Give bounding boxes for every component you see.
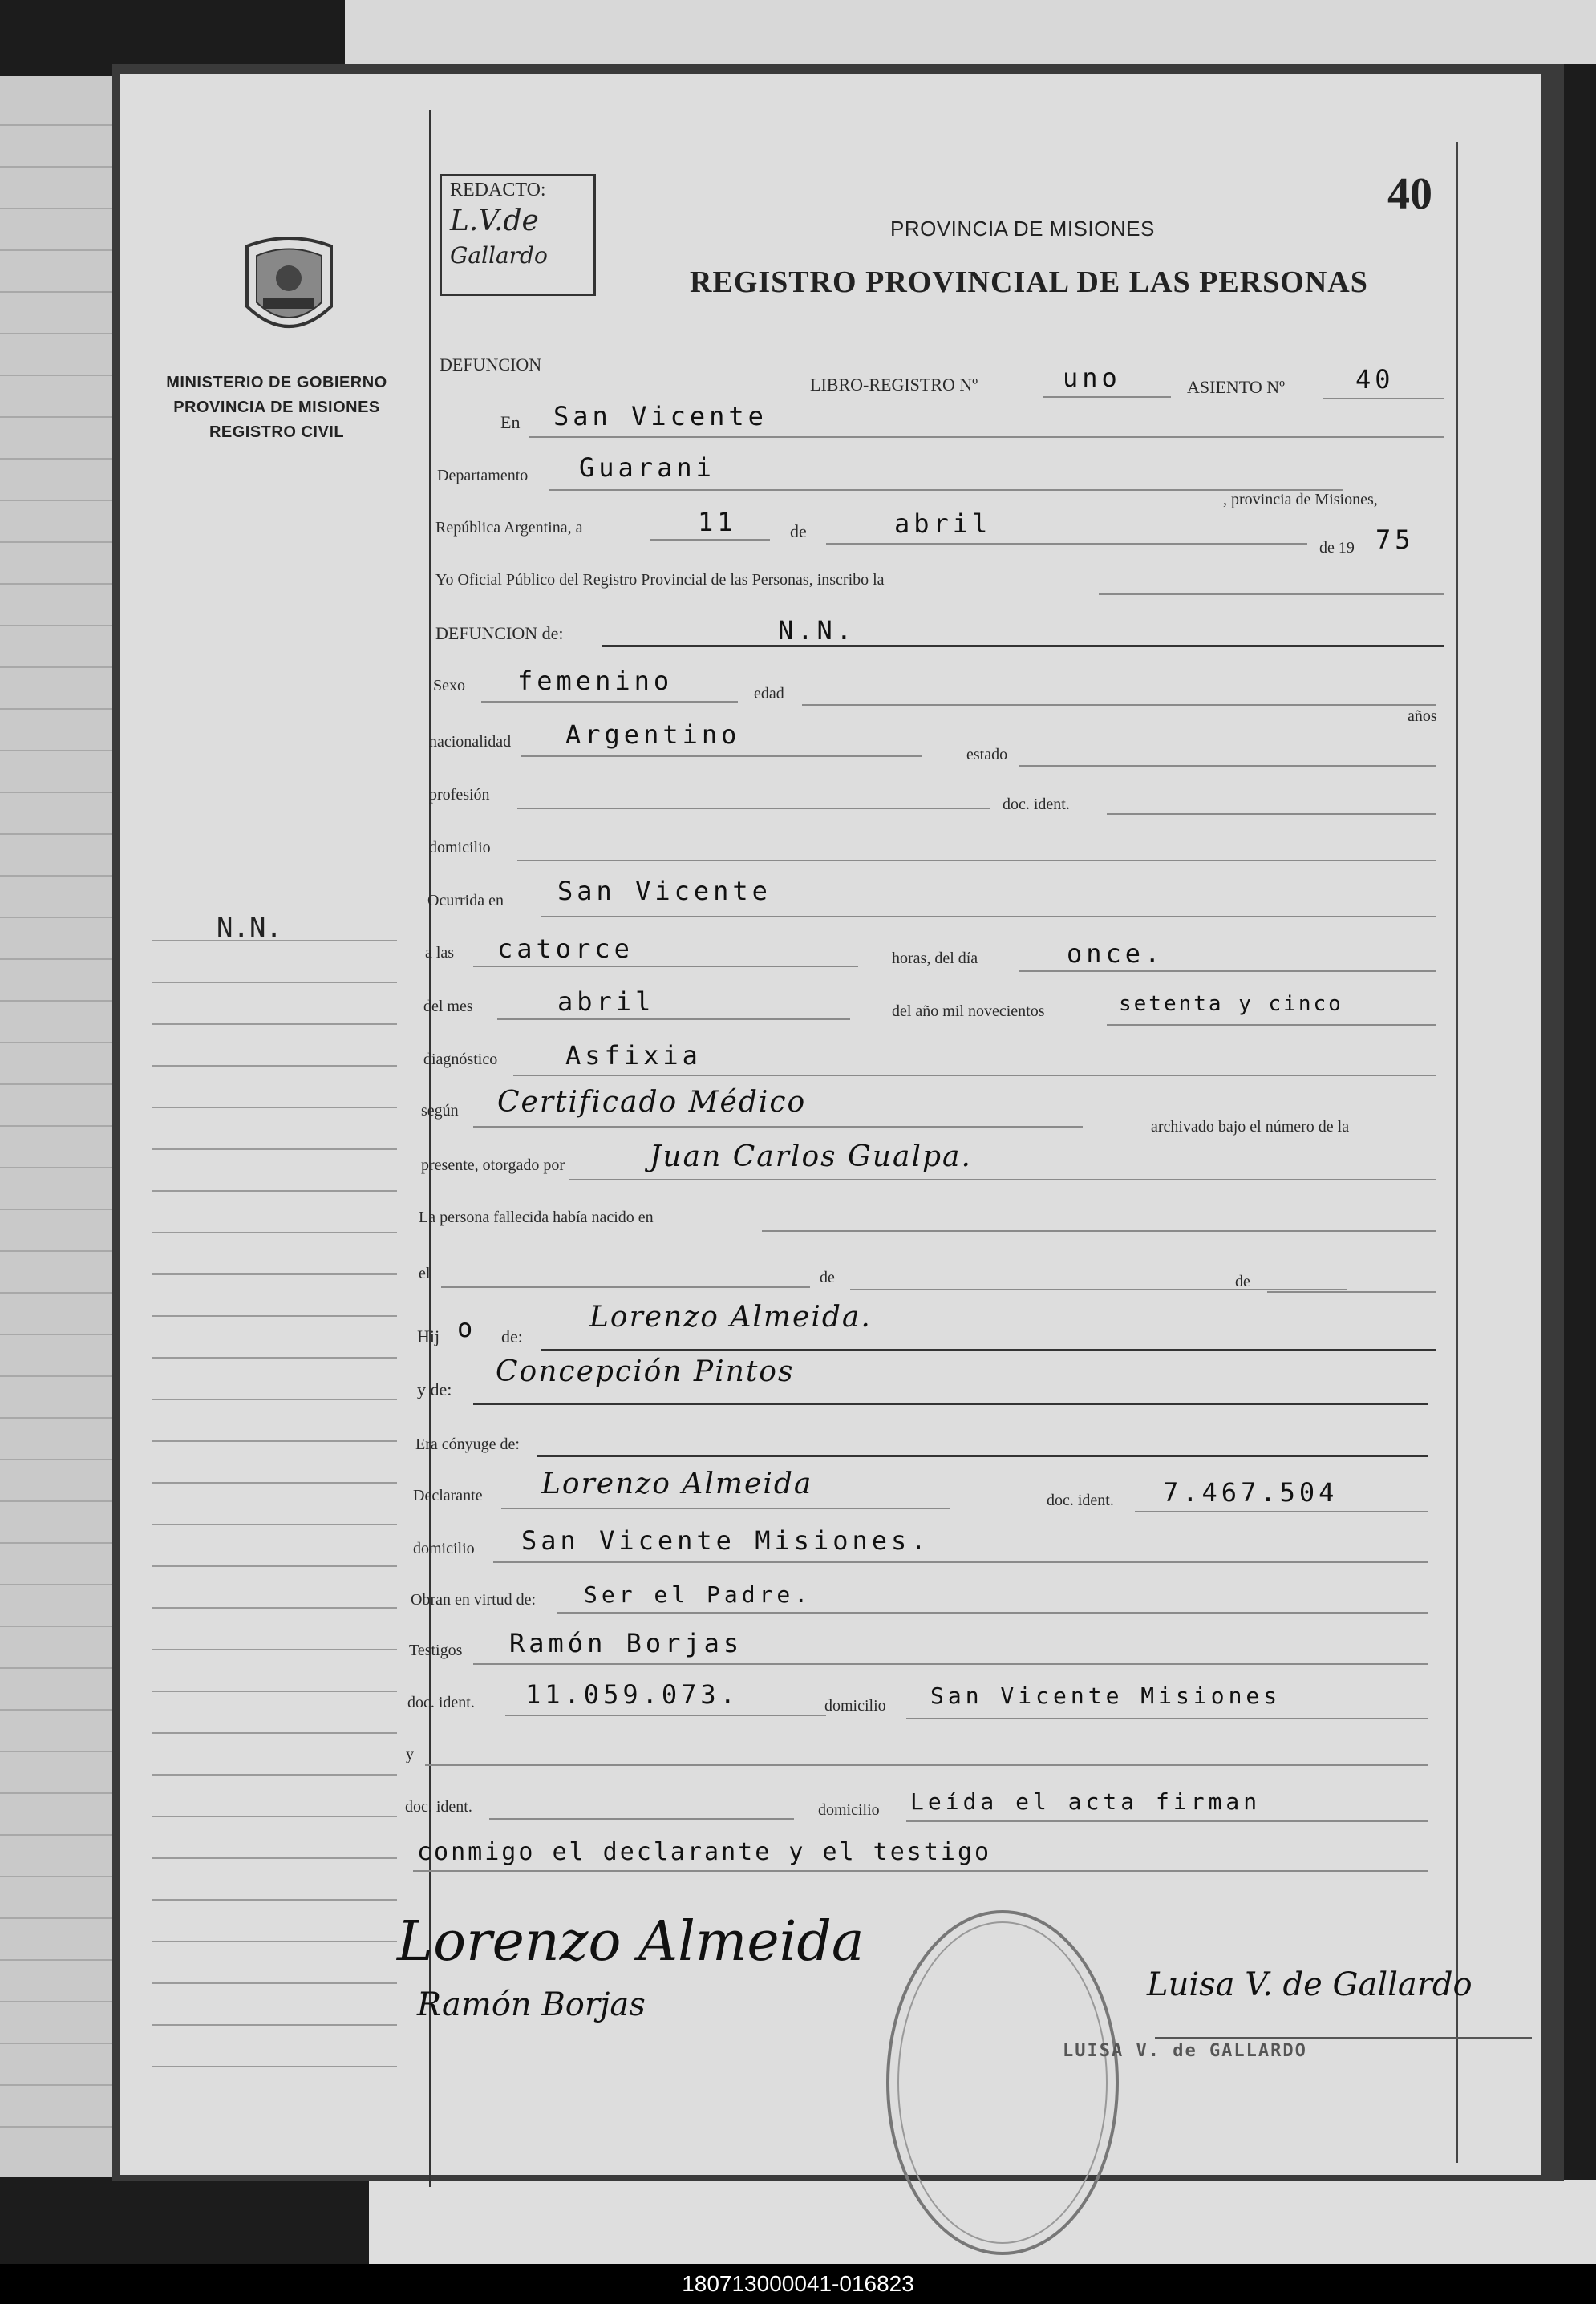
conyuge-label: Era cónyuge de: <box>415 1435 520 1453</box>
en-value: San Vicente <box>553 401 768 431</box>
declarante-signature: Lorenzo Almeida <box>397 1910 865 1974</box>
domicilio-line <box>517 860 1436 861</box>
sexo-label: Sexo <box>433 677 465 694</box>
hora-line <box>473 966 858 967</box>
declarante-line <box>501 1508 950 1509</box>
register-page <box>120 74 1541 2175</box>
stub-ruling-line <box>152 1107 397 1108</box>
t2-domicilio-label: domicilio <box>818 1801 880 1819</box>
dia-texto-line <box>1019 970 1436 972</box>
diagnostico-label: diagnóstico <box>423 1051 498 1068</box>
hora-value: catorce <box>497 933 634 964</box>
segun-label: según <box>421 1102 459 1120</box>
madre-line <box>473 1403 1428 1405</box>
de-label: de <box>790 521 807 541</box>
ruling-line <box>0 1959 112 1961</box>
redacto-label: REDACTO: <box>450 180 546 200</box>
t2-doc-label: doc. ident. <box>405 1798 472 1816</box>
profesion-label: profesión <box>429 786 490 804</box>
previous-page <box>0 76 123 2177</box>
ruling-line <box>0 792 112 793</box>
oficial-printed-name: LUISA V. de GALLARDO <box>1063 2041 1307 2061</box>
yo-label: Yo Oficial Público del Registro Provincial de las Personas, inscribo la <box>435 571 885 589</box>
testigo1-line <box>473 1663 1428 1665</box>
de-label-2: de <box>820 1269 835 1286</box>
registry-title: REGISTRO PROVINCIAL DE LAS PERSONAS <box>690 265 1368 299</box>
hijo-label: Hij <box>417 1326 440 1346</box>
testigos-label: Testigos <box>409 1642 463 1659</box>
libro-value: uno <box>1063 362 1121 393</box>
stub-ruling-line <box>152 1732 397 1734</box>
stub-ruling-line <box>152 1148 397 1150</box>
ruling-line <box>0 958 112 960</box>
asiento-label: ASIENTO Nº <box>1187 377 1285 397</box>
de-line-3 <box>1267 1291 1436 1293</box>
stub-ruling-line <box>152 1190 397 1192</box>
profesion-line <box>517 808 990 809</box>
de-label-3: de <box>1235 1273 1250 1290</box>
horas-dia-label: horas, del día <box>892 950 978 967</box>
ruling-line <box>0 1542 112 1544</box>
ruling-line <box>0 1584 112 1585</box>
dia-line <box>650 539 770 541</box>
ruling-line <box>0 750 112 751</box>
padre-value: Lorenzo Almeida. <box>589 1301 872 1334</box>
official-stamp-icon <box>886 1910 1119 2255</box>
t1-doc-label: doc. ident. <box>407 1694 475 1711</box>
domicilio-label: domicilio <box>429 839 491 856</box>
redacto-initials: L.V.de <box>450 204 539 237</box>
ruling-line <box>0 1626 112 1627</box>
stub-ruling-line <box>152 2024 397 2026</box>
stub-ruling-line <box>152 1857 397 1859</box>
anio-value: 75 <box>1375 524 1415 555</box>
sexo-line <box>481 701 738 703</box>
stub-ruling-line <box>152 1065 397 1067</box>
ruling-line <box>0 249 112 251</box>
declarante-value: Lorenzo Almeida <box>541 1468 813 1500</box>
de-line-2 <box>850 1289 1347 1290</box>
asiento-value: 40 <box>1355 364 1395 395</box>
ruling-line <box>0 2084 112 2086</box>
background-paper-top <box>345 0 1596 64</box>
madre-value: Concepción Pintos <box>496 1355 795 1388</box>
declarante-doc-value: 7.467.504 <box>1163 1477 1339 1508</box>
testigo1-value: Ramón Borjas <box>509 1628 743 1658</box>
closing-line-2: conmigo el declarante y el testigo <box>417 1838 992 1866</box>
presente-value: Juan Carlos Gualpa. <box>650 1140 972 1173</box>
ruling-line <box>0 1876 112 1877</box>
testigo2-line <box>425 1764 1428 1766</box>
el-label: el <box>419 1265 431 1282</box>
en-line <box>529 436 1444 438</box>
ruling-line <box>0 1917 112 1919</box>
presente-line <box>569 1179 1436 1180</box>
ruling-line <box>0 541 112 543</box>
coat-of-arms-icon <box>239 230 339 346</box>
stub-ruling-line <box>152 1399 397 1400</box>
ruling-line <box>0 166 112 168</box>
oficial-signature: Luisa V. de Gallardo <box>1147 1966 1472 2003</box>
closing-line-1: Leída el acta firman <box>910 1788 1262 1815</box>
ruling-line <box>0 1751 112 1752</box>
obran-label: Obran en virtud de: <box>411 1591 537 1609</box>
stub-ruling-line <box>152 982 397 983</box>
diagnostico-line <box>513 1075 1436 1076</box>
archivado-label: archivado bajo el número de la <box>1151 1118 1350 1136</box>
stub-ruling-line <box>152 1565 397 1567</box>
segun-value: Certificado Médico <box>497 1086 807 1119</box>
stub-ruling-line <box>152 1357 397 1359</box>
stub-name: N.N. <box>217 912 282 944</box>
obran-value: Ser el Padre. <box>584 1581 812 1608</box>
stub-ruling-line <box>152 1023 397 1025</box>
ocurrida-line <box>541 916 1436 917</box>
ruling-line <box>0 416 112 418</box>
stub-ruling-line <box>152 1941 397 1942</box>
del-mes-label: del mes <box>423 998 473 1015</box>
nacionalidad-line <box>521 755 922 757</box>
stub-ruling-line <box>152 1482 397 1484</box>
ruling-line <box>0 458 112 460</box>
redacto-surname: Gallardo <box>450 242 548 269</box>
stub-ruling-line <box>152 1232 397 1233</box>
stub-ruling-line <box>152 1691 397 1692</box>
departamento-label: Departamento <box>437 467 529 484</box>
anio-texto-value: setenta y cinco <box>1119 992 1343 1016</box>
ruling-line <box>0 666 112 668</box>
el-line <box>441 1286 810 1288</box>
estado-label: estado <box>966 746 1008 763</box>
obran-line <box>557 1612 1428 1614</box>
form-right-border <box>1456 142 1458 2163</box>
ruling-line <box>0 1709 112 1711</box>
ruling-line <box>0 333 112 334</box>
anios-label: años <box>1408 707 1437 725</box>
closing-line-2-rule <box>413 1870 1428 1872</box>
t1-domicilio-line <box>906 1718 1428 1719</box>
anio-mil-label: del año mil novecientos <box>892 1002 1045 1020</box>
ruling-line <box>0 625 112 626</box>
dia-value: 11 <box>698 507 737 537</box>
doc-ident-label: doc. ident. <box>1003 796 1070 813</box>
nacionalidad-value: Argentino <box>565 719 741 750</box>
redacto-box <box>440 174 596 296</box>
stub-ruling-line <box>152 1315 397 1317</box>
province-title: PROVINCIA DE MISIONES <box>890 217 1155 241</box>
ministry-line: MINISTERIO DE GOBIERNO <box>166 374 387 391</box>
ruling-line <box>0 1500 112 1502</box>
ruling-line <box>0 1083 112 1085</box>
decl-domicilio-line <box>493 1561 1428 1563</box>
declarante-label: Declarante <box>413 1487 483 1504</box>
declarante-doc-line <box>1135 1511 1428 1512</box>
defuncion-de-line <box>602 645 1444 647</box>
decl-domicilio-value: San Vicente Misiones. <box>521 1525 930 1556</box>
ruling-line <box>0 1125 112 1127</box>
ruling-line <box>0 1792 112 1794</box>
ruling-line <box>0 208 112 209</box>
defuncion-de-value: N.N. <box>778 615 857 646</box>
presente-label: presente, otorgado por <box>421 1156 565 1174</box>
anio-texto-line <box>1107 1024 1436 1026</box>
t1-doc-value: 11.059.073. <box>525 1679 739 1710</box>
asiento-line <box>1323 398 1444 399</box>
ruling-line <box>0 291 112 293</box>
ruling-line <box>0 1292 112 1294</box>
ruling-line <box>0 500 112 501</box>
a-las-label: a las <box>425 944 455 962</box>
stub-ruling-line <box>152 1899 397 1901</box>
hijo-suffix: o <box>457 1313 477 1343</box>
en-label: En <box>500 412 521 432</box>
ruling-line <box>0 124 112 126</box>
mes-line <box>826 543 1307 545</box>
ministry-line: PROVINCIA DE MISIONES <box>173 399 380 416</box>
y-de-label: y de: <box>417 1379 452 1399</box>
padre-line <box>541 1349 1436 1351</box>
conyuge-line <box>537 1455 1428 1457</box>
libro-line <box>1043 396 1171 398</box>
t2-doc-line <box>489 1818 794 1820</box>
ruling-line <box>0 2001 112 2002</box>
t1-doc-line <box>505 1715 826 1716</box>
nacido-label: La persona fallecida había nacido en <box>419 1209 654 1226</box>
estado-line <box>1019 765 1436 767</box>
ruling-line <box>0 1417 112 1419</box>
stub-ruling-line <box>152 1607 397 1609</box>
provincia-label: , provincia de Misiones, <box>1223 491 1378 508</box>
page-number: 40 <box>1387 169 1432 219</box>
ministry-header <box>136 371 417 445</box>
signature-line <box>1155 2037 1532 2039</box>
anio-label: de 19 <box>1319 539 1355 557</box>
ruling-line <box>0 833 112 835</box>
ruling-line <box>0 1209 112 1210</box>
stub-divider <box>429 110 431 2187</box>
libro-label: LIBRO-REGISTRO Nº <box>810 375 978 395</box>
stub-ruling-line <box>152 1816 397 1817</box>
t1-domicilio-label: domicilio <box>824 1697 886 1715</box>
hijo-de-label: de: <box>501 1326 523 1346</box>
ruling-line <box>0 375 112 376</box>
t1-domicilio-value: San Vicente Misiones <box>930 1682 1282 1709</box>
mes-texto-line <box>497 1018 850 1020</box>
closing-line-1-rule <box>906 1820 1428 1822</box>
ruling-line <box>0 1000 112 1002</box>
departamento-value: Guarani <box>579 452 715 483</box>
stub-ruling-line <box>152 2066 397 2067</box>
ruling-line <box>0 2126 112 2128</box>
testigo-signature: Ramón Borjas <box>417 1986 646 2023</box>
form-type: DEFUNCION <box>440 354 542 375</box>
stub-ruling-line <box>152 1982 397 1984</box>
stub-ruling-line <box>152 1524 397 1525</box>
ruling-line <box>0 2043 112 2044</box>
ocurrida-value: San Vicente <box>557 876 772 906</box>
ruling-line <box>0 708 112 710</box>
stub-ruling-line <box>152 1774 397 1776</box>
stub-ruling-line <box>152 1649 397 1650</box>
stub-ruling-line <box>152 1273 397 1275</box>
yo-line <box>1099 593 1444 595</box>
edad-label: edad <box>754 685 784 703</box>
nacido-line <box>762 1230 1436 1232</box>
dia-texto-value: once. <box>1067 938 1165 969</box>
decl-domicilio-label: domicilio <box>413 1540 475 1557</box>
ocurrida-label: Ocurrida en <box>427 892 504 909</box>
ruling-line <box>0 583 112 585</box>
document-id: 180713000041-016823 <box>682 2271 914 2296</box>
ruling-line <box>0 1334 112 1335</box>
ruling-line <box>0 1667 112 1669</box>
mes-texto-value: abril <box>557 986 655 1017</box>
stub-ruling-line <box>152 1440 397 1442</box>
diagnostico-value: Asfixia <box>565 1040 702 1071</box>
ruling-line <box>0 875 112 877</box>
defuncion-de-label: DEFUNCION de: <box>435 623 564 643</box>
mes-value: abril <box>894 508 992 539</box>
ruling-line <box>0 1834 112 1836</box>
edad-line <box>802 704 1436 706</box>
y-label: y <box>406 1746 414 1763</box>
ruling-line <box>0 1250 112 1252</box>
ministry-line: REGISTRO CIVIL <box>209 423 345 441</box>
ruling-line <box>0 1459 112 1460</box>
ruling-line <box>0 1167 112 1168</box>
doc-ident-line <box>1107 813 1436 815</box>
ruling-line <box>0 917 112 918</box>
ruling-line <box>0 1042 112 1043</box>
republica-label: República Argentina, a <box>435 519 583 537</box>
ruling-line <box>0 1375 112 1377</box>
declarante-doc-label: doc. ident. <box>1047 1492 1114 1509</box>
segun-line <box>473 1126 1083 1128</box>
nacionalidad-label: nacionalidad <box>429 733 512 751</box>
sexo-value: femenino <box>517 666 674 696</box>
